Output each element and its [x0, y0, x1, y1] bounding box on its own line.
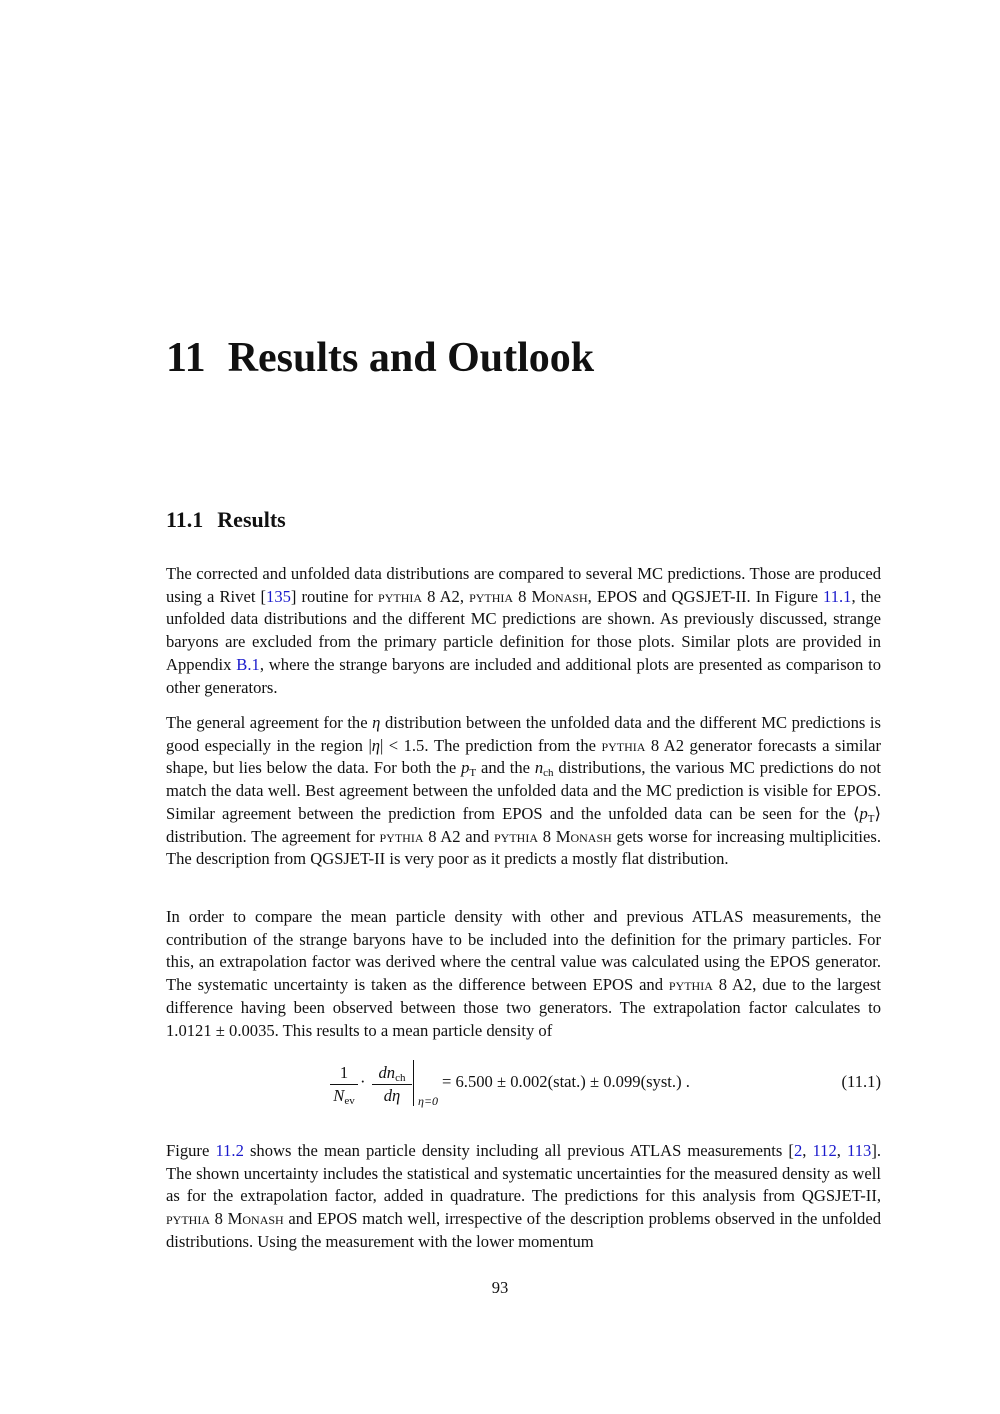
- section-number: 11.1: [166, 507, 204, 532]
- nch-symbol: n: [534, 758, 544, 778]
- pt-subscript: T: [867, 812, 875, 825]
- appendix-link-b1[interactable]: B.1: [236, 654, 260, 674]
- text-run: gets worse for increasing multiplicities. The description from QGSJET-II is very poor as it predicts a mostly flat distribution.: [166, 826, 882, 869]
- tune-name: Monash: [227, 1209, 284, 1229]
- text-run: In order to compare the mean particle density with other and previous ATLAS measurements, the contribution of the strange baryons have to be included into the definition for the primary particles. For this, an extrapolation factor was derived where the central value was calculated using the EPOS generator. The systematic uncertainty is taken as the difference between EPOS and: [166, 907, 881, 995]
- section-title: [166, 505, 286, 535]
- text-run: and EPOS match well, irrespective of the description problems observed in the unfolded distributions. Using the measurement with the lower momentum: [166, 1209, 882, 1251]
- citation-link-113[interactable]: 113: [847, 1141, 872, 1160]
- text-run: 8 A2,: [422, 586, 470, 606]
- generator-name: pythia: [166, 1209, 210, 1229]
- eta-symbol: η: [371, 735, 380, 755]
- denominator: [372, 1085, 412, 1107]
- paragraph-3: [166, 906, 881, 1042]
- citation-link-135[interactable]: 135: [266, 586, 291, 606]
- pt-subscript: T: [469, 767, 477, 780]
- fraction-dnch-deta: [372, 1062, 412, 1107]
- nch-subscript: ch: [543, 767, 554, 780]
- text-run: The general agreement for the: [166, 713, 373, 732]
- text-run: , the unfolded data distributions and the different MC predictions are shown. As previously discussed, strange baryons are excluded from the primary particle definition for those plots. Similar plots are provided in Appendix: [166, 586, 881, 674]
- text-run: Figure: [166, 1141, 216, 1160]
- text-run: The corrected and unfolded data distributions are compared to several MC predictions. Those are produced using a Rivet [: [166, 564, 881, 606]
- text-run: 8: [537, 826, 556, 846]
- equation-11-1: [166, 1058, 881, 1118]
- eta-equals-zero: η=0: [418, 1094, 439, 1108]
- text-run: , where the strange baryons are included and additional plots are presented as comparison to other generators.: [166, 654, 881, 697]
- dn-symbol: dn: [378, 1063, 396, 1082]
- evaluation-bar: [413, 1060, 414, 1106]
- ch-subscript: ch: [395, 1072, 406, 1084]
- generator-name: pythia: [379, 826, 424, 846]
- tune-name: Monash: [531, 586, 588, 606]
- pt-symbol: p: [461, 758, 470, 778]
- text-run: ⟩ distribution. The agreement for: [166, 803, 881, 846]
- text-run: 8: [513, 586, 532, 606]
- generator-name: pythia: [469, 586, 514, 606]
- paragraph-4: [166, 1140, 881, 1254]
- citation-link-112[interactable]: 112: [812, 1141, 837, 1160]
- ev-subscript: ev: [344, 1095, 355, 1107]
- text-run: , EPOS and QGSJET-II. In Figure: [587, 586, 824, 606]
- text-run: ,: [836, 1141, 848, 1160]
- n-symbol: N: [333, 1086, 345, 1105]
- figure-link-11-1[interactable]: 11.1: [823, 586, 852, 606]
- paragraph-1: [166, 563, 881, 699]
- tune-name: Monash: [555, 826, 612, 846]
- chapter-title-text: Results and Outlook: [227, 335, 595, 381]
- text-run: ]. The shown uncertainty includes the statistical and systematic uncertainties for the measured density as well as for the extrapolation factor, added in quadrature. The predictions for this analysis from QGSJET-II,: [166, 1141, 881, 1206]
- eta-symbol: η: [372, 713, 381, 732]
- figure-link-11-2[interactable]: 11.2: [215, 1141, 244, 1160]
- generator-name: pythia: [668, 975, 713, 995]
- numerator: 1: [339, 1063, 349, 1082]
- pt-symbol: p: [859, 803, 868, 823]
- generator-name: pythia: [378, 586, 423, 606]
- text-run: ,: [802, 1141, 813, 1160]
- text-run: 8 A2 and: [423, 826, 494, 846]
- citation-link-2[interactable]: 2: [793, 1141, 803, 1160]
- text-run: 8: [210, 1209, 228, 1229]
- equation-result: = 6.500 ± 0.002(stat.) ± 0.099(syst.) .: [442, 1072, 690, 1091]
- text-run: 8 A2, due to the largest difference having been observed between those two generators. The extrapolation factor calculates to 1.0121 ± 0.0035. This results to a mean particle density of: [166, 975, 881, 1040]
- generator-name: pythia: [601, 735, 646, 755]
- page-number: 93: [491, 1278, 509, 1297]
- text-run: and the: [476, 758, 535, 778]
- text-run: ] routine for: [290, 586, 379, 606]
- multiplication-dot: ·: [360, 1072, 366, 1091]
- chapter-number: 11: [166, 335, 206, 381]
- text-run: 8 A2 generator forecasts a similar shape, but lies below the data. For both the: [166, 735, 881, 778]
- numerator: [372, 1062, 412, 1084]
- paragraph-2: [166, 712, 881, 871]
- deta-symbol: dη: [383, 1086, 401, 1105]
- section-title-text: Results: [217, 507, 286, 532]
- text-run: distributions, the various MC predictions do not match the data well. Best agreement between the unfolded data and the MC prediction is visible for EPOS. Similar agreement between the prediction from EPOS and the unfolded data can be seen for the ⟨: [166, 758, 881, 823]
- denominator: [330, 1085, 358, 1107]
- fraction-one-over-nev: [330, 1062, 358, 1107]
- text-run: shows the mean particle density including all previous ATLAS measurements [: [243, 1141, 794, 1160]
- equation-number: (11.1): [841, 1072, 881, 1091]
- text-run: | < 1.5. The prediction from the: [380, 735, 602, 755]
- text-run: distribution between the unfolded data and the different MC predictions is good especially in the region |: [166, 713, 881, 755]
- chapter-title: [166, 330, 594, 386]
- generator-name: pythia: [493, 826, 538, 846]
- evaluation-subscript: [418, 1094, 438, 1109]
